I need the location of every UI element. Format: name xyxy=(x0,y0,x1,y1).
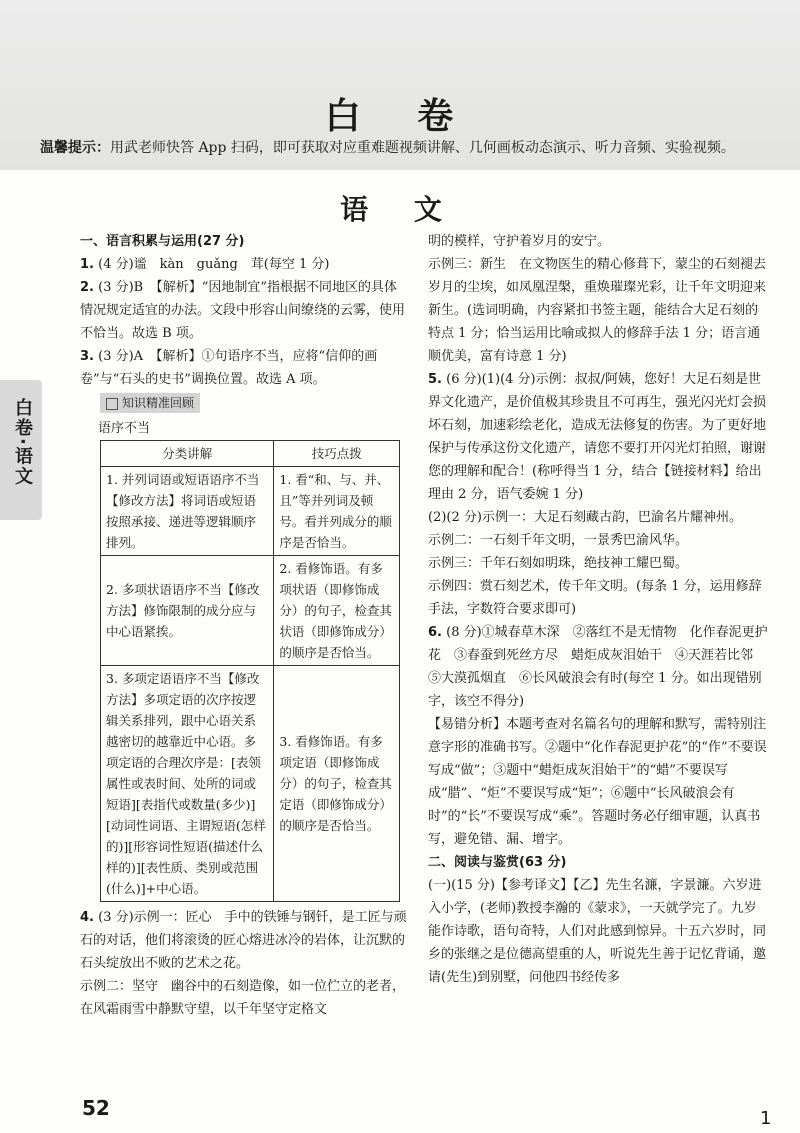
grammar-table xyxy=(100,440,400,902)
table-cell: 1. 并列词语或短语语序不当【修改方法】将词语或短语按照承接、递进等逻辑顺序排列。 xyxy=(101,467,274,556)
answer-5-example: 示例四：赏石刻艺术，传千年文明。(每条 1 分，运用修辞手法，字数符合要求即可) xyxy=(428,579,762,617)
reading-answer: (一)(15 分)【参考译文】【乙】先生名濂，字景濂。六岁进入小学，(老师)教授李瀚的《蒙求》，一天就学完了。九岁能作诗歌，语句奇特，人们对此感到惊异。十五六岁时，同乡的张继之是位德高望重的人，听说先生善于记忆背诵，邀请(先生)到别墅，问他四书经传多 xyxy=(428,878,767,985)
table-header-row xyxy=(101,441,400,467)
answer-4 xyxy=(80,906,410,975)
page-title: 白 卷 xyxy=(324,96,476,137)
table-cell: 2. 看修饰语。有多项状语（即修饰成分）的句子，检查其状语（即修饰成分）的顺序是否恰当。 xyxy=(274,556,400,666)
topic-label: 语序不当 xyxy=(98,421,151,436)
hint-line xyxy=(40,137,770,157)
answer-3 xyxy=(80,345,410,391)
answer-text: (3 分)示例一：匠心 手中的铁锤与钢钎，是工匠与顽石的对话，他们将滚烫的匠心熔进冰冷的岩体，让沉默的石头绽放出不败的艺术之花。 xyxy=(80,910,407,971)
answer-text: (3 分)A 【解析】①句语序不当，应将“信仰的画卷”与“石头的史书”调换位置。故选 A 项。 xyxy=(80,349,378,387)
table-cell: 3. 多项定语语序不当【修改方法】多项定语的次序按逻辑关系排列，跟中心语关系越密切的越靠近中心语。多项定语的合理次序是：[表领属性或表时间、处所的词或短语][表指代或数量(多少)][动词性词语、主谓短语(怎样的)][形容词性短语(描述什么样的)][表性质、类别或范围(什么)]+中心语。 xyxy=(101,666,274,902)
subject-title: 语 文 xyxy=(340,193,460,226)
book-icon xyxy=(106,398,118,410)
side-tab-label: 白卷·语文 xyxy=(12,398,33,487)
answer-text: (8 分)①城春草木深 ②落红不是无情物 化作春泥更护花 ③春蚕到死丝方尽 蜡炬成灰泪始干 ④天涯若比邻 ⑤大漠孤烟直 ⑥长风破浪会有时(每空 1 分。如出现错别字，该空不得分) xyxy=(428,625,768,709)
error-analysis: 【易错分析】本题考查对名篇名句的理解和默写，需特别注意字形的准确书写。②题中“化作春泥更护花”的“作”不要误写成“做”；③题中“蜡炬成灰泪始干”的“蜡”不要误写成“腊”、“炬”不要误写成“矩”；⑥题中“长风破浪会有时”的“长”不要误写成“乘”。答题时务必仔细审题，认真书写，避免错、漏、增字。 xyxy=(428,717,767,847)
hint-text: 用武老师快答 App 扫码，即可获取对应重难题视频讲解、几何画板动态演示、听力音频、实验视频。 xyxy=(110,140,735,156)
answer-1 xyxy=(80,253,410,276)
side-tab xyxy=(0,380,42,520)
continued-text: 明的模样，守护着岁月的安宁。 xyxy=(428,234,611,249)
hint-label: 温馨提示： xyxy=(40,140,110,156)
answer-2 xyxy=(80,276,410,345)
answer-5-example: 示例三：千年石刻如明珠，绝技神工耀巴蜀。 xyxy=(428,556,689,571)
example-text: 示例三：新生 在文物医生的精心修葺下，蒙尘的石刻褪去岁月的尘埃，如凤凰涅槃，重焕璀璨光彩，让千年文明迎来新生。(选词明确，内容紧扣书签主题，能结合大足石刻的特点 1 分；恰当运用比喻或拟人的修辞手法 1 分；语言通顺优美，富有诗意 1 分) xyxy=(428,257,767,364)
left-column xyxy=(80,230,410,1021)
answer-5-example: 示例二：一石刻千年文明，一景秀巴渝风华。 xyxy=(428,533,689,548)
answer-text: (3 分)B 【解析】“因地制宜”指根据不同地区的具体情况规定适宜的办法。文段中形容山间缭绕的云雾，使用不恰当。故选 B 项。 xyxy=(80,280,406,341)
question-number: 3. xyxy=(80,349,94,364)
answer-6 xyxy=(428,621,768,713)
section-heading: 二、阅读与鉴赏(63 分) xyxy=(428,855,567,870)
question-number: 4. xyxy=(80,910,94,925)
table-row xyxy=(101,666,400,902)
table-cell: 2. 多项状语语序不当【修改方法】修饰限制的成分应与中心语紧挨。 xyxy=(101,556,274,666)
answer-text: (4 分)谧 kàn guǎng 茸(每空 1 分) xyxy=(98,257,330,272)
question-number: 5. xyxy=(428,372,442,387)
table-header: 技巧点拨 xyxy=(274,441,400,467)
table-header: 分类讲解 xyxy=(101,441,274,467)
table-cell: 3. 看修饰语。有多项定语（即修饰成分）的句子，检查其定语（即修饰成分）的顺序是否恰当。 xyxy=(274,666,400,902)
knowledge-review-label: 知识精准回顾 xyxy=(122,396,195,410)
right-column xyxy=(428,230,768,989)
answer-4-example: 示例二：坚守 幽谷中的石刻造像，如一位伫立的老者，在风霜雨雪中静默守望，以千年坚守定格文 xyxy=(80,979,406,1017)
table-row xyxy=(101,556,400,666)
table-cell: 1. 看“和、与、并、且”等并列词及顿号。看并列成分的顺序是否恰当。 xyxy=(274,467,400,556)
answer-5 xyxy=(428,368,768,506)
question-number: 1. xyxy=(80,257,94,272)
question-number: 6. xyxy=(428,625,442,640)
knowledge-review-badge xyxy=(100,393,200,413)
answer-5-part2: (2)(2 分)示例一：大足石刻藏古韵，巴渝名片耀神州。 xyxy=(428,510,742,525)
page-number: 52 xyxy=(82,1096,110,1120)
question-number: 2. xyxy=(80,280,94,295)
table-row xyxy=(101,467,400,556)
section-heading: 一、语言积累与运用(27 分) xyxy=(80,234,245,249)
corner-number: 1 xyxy=(760,1108,772,1129)
answer-text: (6 分)(1)(4 分)示例：叔叔/阿姨，您好！大足石刻是世界文化遗产，是价值极其珍贵且不可再生，强光闪光灯会损坏石刻，加速彩绘老化，造成无法修复的伤害。为了更好地保护与传承这份文化遗产，请您不要打开闪光灯拍照，谢谢您的理解和配合！(称呼得当 1 分，结合【链接材料】给出理由 2 分，语气委婉 1 分) xyxy=(428,372,767,502)
